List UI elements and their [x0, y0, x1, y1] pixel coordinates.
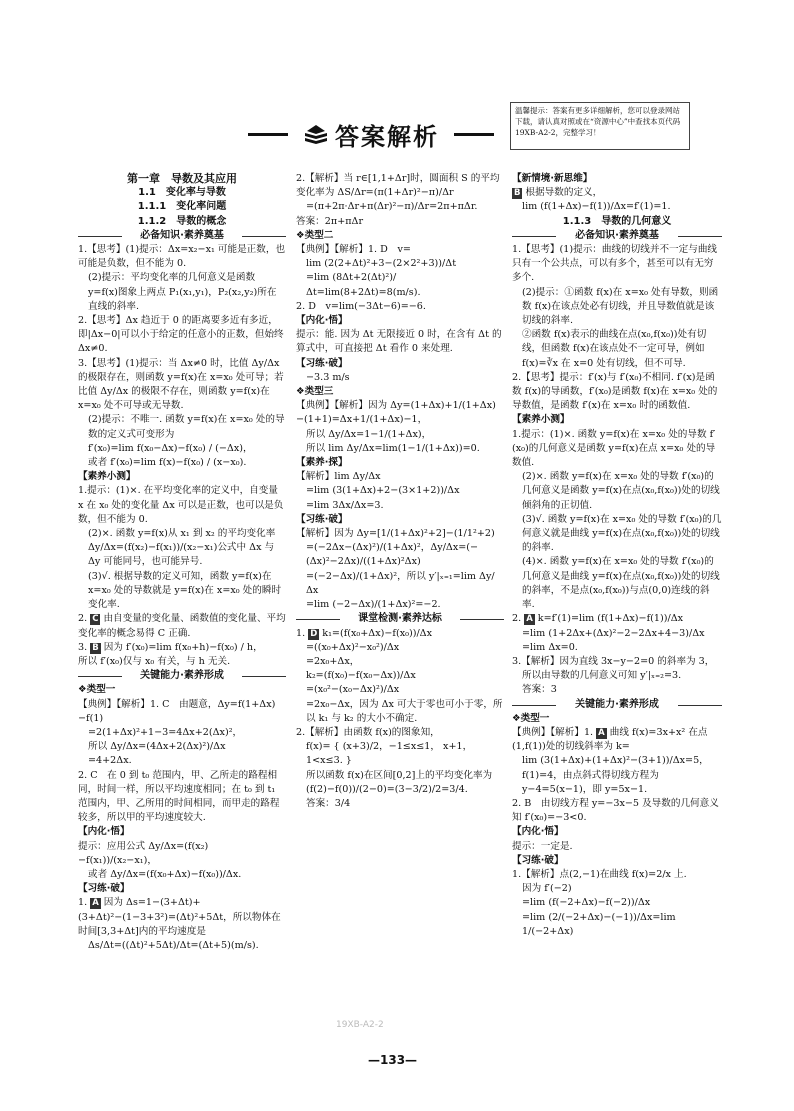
- choice-box: C: [92, 614, 99, 625]
- answer-paragraph: 3. B 因为 f′(x₀)=lim f(x₀+h)−f(x₀) / h，: [78, 641, 263, 653]
- tag-practice: 【习练·破】: [512, 854, 564, 866]
- answer-paragraph: 1.【思考】(1)提示：曲线的切线并不一定与曲线只有一个公共点，可以有多个，甚至可以有无穷多个.: [512, 244, 718, 284]
- choice-box: A: [598, 727, 605, 738]
- column-3: [512, 172, 722, 939]
- answer-paragraph: 提示：应用公式 Δy/Δx=(f(x₂)−f(x₁))/(x₂−x₁)，: [78, 840, 209, 866]
- tag-inner: 【内化·悟】: [296, 315, 348, 327]
- answer-paragraph: 1. A 因为 Δs=1−(3+Δt)+(3+Δt)²−(1−3+3²)=(Δt)²+5Δt，所以物体在时间[3,3+Δt]内的平均速度是: [78, 897, 281, 937]
- answer-line: −3.3 m/s: [306, 371, 350, 383]
- answer-paragraph: 所以函数 f(x)在区间[0,2]上的平均变化率为 (f(2)−f(0))/(2−0)=(3−3/2)/2=3/4.: [306, 769, 493, 795]
- answer-paragraph: 【典例】【解析】1. D v=: [296, 244, 411, 256]
- formula-line: =lim (1+2Δx+(Δx)²−2−2Δx+4−3)/Δx: [522, 627, 705, 639]
- answer-paragraph: 【典例】【解析】1. C 由题意，Δy=f(1+Δx)−f(1): [78, 698, 276, 724]
- answer-paragraph: (2)×. 函数 y=f(x)从 x₁ 到 x₂ 的平均变化率 Δy/Δx=(f(x₂)−f(x₁))/(x₂−x₁)公式中 Δx 与 Δy 可能同号，也可能异号.: [88, 528, 276, 568]
- formula-line: =lim (−2−Δx)/(1+Δx)²=−2.: [306, 599, 441, 611]
- formula-line: =(x₀²−(x₀−Δx)²)/Δx: [306, 684, 400, 696]
- answer-paragraph: 【典例】【解析】1. A 曲线 f(x)=3x+x² 在点(1,f(1))处的切线斜率为 k=: [512, 726, 708, 753]
- answer-paragraph: 2.【解析】当 r∈[1,1+Δr]时，圆面积 S 的平均变化率为 ΔS/Δr=(π(1+Δr)²−π)/Δr: [296, 173, 500, 199]
- answer-paragraph: 1.提示：(1)×. 函数 y=f(x)在 x=x₀ 处的导数 f′(x₀)的几何意义是函数 y=f(x)在点 x=x₀ 处的导数值.: [512, 428, 716, 469]
- answer-paragraph: 2. C 在 0 到 t₀ 范围内，甲、乙所走的路程相同，时间一样，所以平均速度相同；在 t₀ 到 t₁ 范围内，甲、乙所用的时间相同，而甲走的路程较多，所以甲的平均速度较大.: [78, 769, 280, 824]
- formula-line: =lim (f(−2+Δx)−f(−2))/Δx: [522, 897, 651, 909]
- type-heading: ❖类型一: [512, 712, 550, 724]
- answer-paragraph: 【解析】因为 Δy=[1/(1+Δx)²+2]−(1/1²+2): [296, 528, 495, 540]
- type-heading: ❖类型三: [296, 386, 334, 398]
- formula-line: =2x₀+Δx，: [306, 655, 360, 667]
- choice-box: D: [310, 628, 318, 639]
- column-2: [296, 172, 504, 811]
- formula-line: 所以 lim Δy/Δx=lim(1−1/(1+Δx))=0.: [306, 442, 480, 454]
- section-title: 1.1.2 导数的概念: [137, 215, 227, 227]
- piecewise-formula: f(x)= { (x+3)/2，−1≤x≤1， x+1，1<x≤3. }: [306, 741, 473, 767]
- section-title: 1.1.1 变化率问题: [137, 201, 227, 213]
- formula-line: k₂=(f(x₀)−f(x₀−Δx))/Δx: [306, 670, 416, 682]
- page-title: 答案解析: [335, 122, 439, 151]
- answer-paragraph: (2)提示：平均变化率的几何意义是函数 y=f(x)图象上两点 P₁(x₁,y₁)，P₂(x₂,y₂)所在直线的斜率.: [88, 272, 277, 312]
- answer-paragraph: 1.【解析】点(2,−1)在曲线 f(x)=2/x 上.: [512, 868, 687, 880]
- formula-line: 因为 f′(−2): [522, 883, 572, 895]
- answer-paragraph: 【典例】【解析】因为 Δy=(1+Δx)+1/(1+Δx)−(1+1)=Δx+1/(1+Δx)−1，: [296, 400, 496, 426]
- formula-line: lim (2(2+Δt)²+3−(2×2²+3))/Δt: [306, 258, 457, 270]
- answer-paragraph: 所以由导数的几何意义可知 y′|ₓ₌₂=3.: [522, 670, 682, 682]
- page-code-watermark: 19XB-A2-2: [336, 1020, 384, 1030]
- answer-line: 答案：2π+πΔr: [296, 215, 364, 227]
- formula-line: =lim (8Δt+2(Δt)²)/Δt=lim(8+2Δt)=8(m/s).: [306, 272, 421, 298]
- formula-line: 或者 f′(x₀)=lim f(x)−f(x₀) / (x−x₀).: [88, 457, 247, 469]
- formula-line: 所以 Δy/Δx=(4Δx+2(Δx)²)/Δx: [88, 741, 226, 753]
- answer-line: 答案：3/4: [306, 797, 351, 809]
- page-title-banner: [296, 117, 446, 151]
- answer-paragraph: 2. B 由切线方程 y=−3x−5 及导数的几何意义知 f′(x₀)=−3<0.: [512, 797, 719, 824]
- formula-line: =lim 3Δx/Δx=3.: [306, 499, 384, 511]
- answer-paragraph: 3.【思考】(1)提示：当 Δx≠0 时，比值 Δy/Δx 的极限存在，则函数 y=f(x)在 x=x₀ 处可导；若比值 Δy/Δx 的极限不存在，则函数 y=f(x)在 x=x₀ 处不可导或无导数.: [78, 357, 284, 412]
- type-heading: ❖类型一: [78, 684, 116, 696]
- tag-small-test: 【素养小测】: [512, 414, 570, 426]
- answer-paragraph: =2x₀−Δx，因为 Δx 可大于零也可小于零，所以 k₁ 与 k₂ 的大小不确定.: [306, 698, 503, 724]
- choice-box: B: [514, 188, 521, 199]
- formula-line: lim (f(1+Δx)−f(1))/Δx=f′(1)=1.: [522, 201, 671, 213]
- section-title: 1.1 变化率与导数: [138, 187, 226, 199]
- formula-line: lim (3(1+Δx)+(1+Δx)²−(3+1))/Δx=5，: [522, 755, 709, 767]
- section-band: 关键能力·素养形成: [512, 698, 722, 712]
- formula-line: =lim (2/(−2+Δx)−(−1))/Δx=lim 1/(−2+Δx): [522, 911, 676, 937]
- formula-line: =lim Δx=0.: [522, 641, 578, 653]
- answer-paragraph: 2.【解析】由函数 f(x)的图象知，: [296, 726, 440, 738]
- answer-paragraph: 2.【思考】提示：f′(x)与 f′(x₀)不相同. f′(x)是函数 f(x)的导函数，f′(x₀)是函数 f(x)在 x=x₀ 处的导数值，是函数 f′(x)在 x=x₀ 时的函数值.: [512, 371, 718, 412]
- formula-line: f′(x₀)=lim f(x₀−Δx)−f(x₀) / (−Δx)，: [88, 442, 253, 454]
- tag-practice: 【习练·破】: [296, 357, 348, 369]
- answer-paragraph: 1.【思考】(1)提示：Δx=x₂−x₁ 可能是正数，也可能是负数，但不能为 0.: [78, 244, 286, 270]
- tag-explore: 【素养·探】: [296, 457, 348, 469]
- answer-paragraph: 【解析】lim Δy/Δx: [296, 471, 381, 483]
- formula-line: Δs/Δt=((Δt)²+5Δt)/Δt=(Δt+5)(m/s).: [88, 939, 259, 951]
- title-rule-left: [248, 133, 288, 136]
- formula-line: =(−2Δx−(Δx)²)/(1+Δx)²，Δy/Δx=(−(Δx)²−2Δx)/((1+Δx)²Δx): [306, 542, 479, 568]
- section-title: 1.1.3 导数的几何意义: [562, 215, 672, 227]
- tag-small-test: 【素养小测】: [78, 471, 136, 483]
- column-1: [78, 172, 286, 953]
- choice-box: A: [92, 898, 99, 909]
- answer-paragraph: 3.【解析】因为直线 3x−y−2=0 的斜率为 3，: [512, 655, 715, 667]
- answer-paragraph: 2. D v=lim(−3Δt−6)=−6.: [296, 300, 426, 312]
- formula-line: 所以 Δy/Δx=1−1/(1+Δx)，: [306, 428, 432, 440]
- section-band: 关键能力·素养形成: [78, 669, 286, 683]
- answer-paragraph: (3)√. 函数 y=f(x)在 x=x₀ 处的导数 f′(x₀)的几何意义就是曲线 y=f(x)在点(x₀,f(x₀))处的切线的斜率.: [522, 513, 722, 554]
- answer-paragraph: (2)提示：①函数 f(x)在 x=x₀ 处有导数，则函数 f(x)在该点处必有切线，并且导数值就是该切线的斜率.: [522, 286, 719, 327]
- formula-line: =(π+2π·Δr+π(Δr)²−π)/Δr=2π+πΔr.: [306, 201, 478, 213]
- answer-paragraph: ②函数 f(x)表示的曲线在点(x₀,f(x₀))处有切线，但函数 f(x)在该点处不一定可导，例如 f(x)=∛x 在 x=0 处有切线，但不可导.: [522, 329, 707, 369]
- choice-box: A: [526, 614, 533, 625]
- tag-practice: 【习练·破】: [78, 883, 130, 895]
- answer-paragraph: 提示：一定是.: [512, 840, 573, 852]
- answer-line: 答案：3: [522, 684, 557, 696]
- notice-box: 温馨提示：答案有更多详细解析，您可以登录网站下载，请认真对照或在“资源中心”中查找本页代码 19XB-A2-2，完整学习！: [510, 102, 690, 150]
- formula-line: =4+2Δx.: [88, 755, 132, 767]
- section-band: 必备知识·素养奠基: [512, 229, 722, 243]
- answer-paragraph: (4)×. 函数 y=f(x)在 x=x₀ 处的导数 f′(x₀)的几何意义是曲线 y=f(x)在点(x₀,f(x₀))处的切线的斜率，不是点(x₀,f(x₀))与点(0,0)连线的斜率.: [522, 556, 720, 611]
- answer-paragraph: 所以 f′(x₀)仅与 x₀ 有关，与 h 无关.: [78, 655, 231, 667]
- answer-paragraph: (3)√. 根据导数的定义可知，函数 y=f(x)在 x=x₀ 处的导数就是 y=f(x)在 x=x₀ 处的瞬时变化率.: [88, 570, 282, 611]
- answer-paragraph: 1. D k₁=(f(x₀+Δx)−f(x₀))/Δx: [296, 627, 433, 639]
- answer-paragraph: (2)提示：不唯一. 函数 y=f(x)在 x=x₀ 处的导数的定义式可变形为: [88, 414, 285, 440]
- section-band: 课堂检测·素养达标: [296, 612, 504, 626]
- chapter-title: 第一章 导数及其应用: [127, 172, 237, 185]
- type-heading: ❖类型二: [296, 229, 334, 241]
- answer-paragraph: 提示：能. 因为 Δt 无限接近 0 时，在含有 Δt 的算式中，可直接把 Δt 看作 0 来处理.: [296, 329, 502, 355]
- choice-box: B: [92, 642, 99, 653]
- tag-practice: 【习练·破】: [296, 513, 348, 525]
- title-rule-right: [454, 133, 494, 136]
- answer-paragraph: 2. C 由自变量的变化量、函数值的变化量、平均变化率的概念易得 C 正确.: [78, 613, 286, 639]
- answer-paragraph: (2)×. 函数 y=f(x)在 x=x₀ 处的导数 f′(x₀)的几何意义是函数 y=f(x)在点(x₀,f(x₀))处的切线倾斜角的正切值.: [522, 471, 720, 511]
- formula-line: =(−2−Δx)/(1+Δx)²，所以 y′|ₓ₌₁=lim Δy/Δx: [306, 570, 495, 596]
- formula-line: =lim (3(1+Δx)+2−(3×1+2))/Δx: [306, 485, 460, 497]
- answer-paragraph: f(1)=4，由点斜式得切线方程为 y−4=5(x−1)，即 y=5x−1.: [522, 769, 659, 795]
- formula-line: =2(1+Δx)²+1−3=4Δx+2(Δx)²，: [88, 726, 243, 738]
- formula-line: =((x₀+Δx)²−x₀²)/Δx: [306, 641, 400, 653]
- tag-inner: 【内化·悟】: [512, 826, 564, 838]
- books-icon: [303, 123, 329, 145]
- tag-new-situation: 【新情境·新思维】: [512, 173, 593, 184]
- page-number: —133—: [368, 1053, 418, 1067]
- answer-paragraph: 2. A k=f′(1)=lim (f(1+Δx)−f(1))/Δx: [512, 613, 684, 625]
- tag-inner: 【内化·悟】: [78, 826, 130, 838]
- answer-paragraph: 2.【思考】Δx 趋近于 0 的距离要多近有多近，即|Δx−0|可以小于给定的任意小的正数，但始终 Δx≠0.: [78, 315, 284, 355]
- section-band: 必备知识·素养奠基: [78, 229, 286, 243]
- answer-paragraph: 1.提示：(1)×. 在平均变化率的定义中，自变量 x 在 x₀ 处的变化量 Δx 可以是正数，也可以是负数，但不能为 0.: [78, 485, 284, 525]
- formula-line: 或者 Δy/Δx=(f(x₀+Δx)−f(x₀))/Δx.: [88, 868, 242, 880]
- answer-paragraph: B 根据导数的定义，: [514, 187, 603, 199]
